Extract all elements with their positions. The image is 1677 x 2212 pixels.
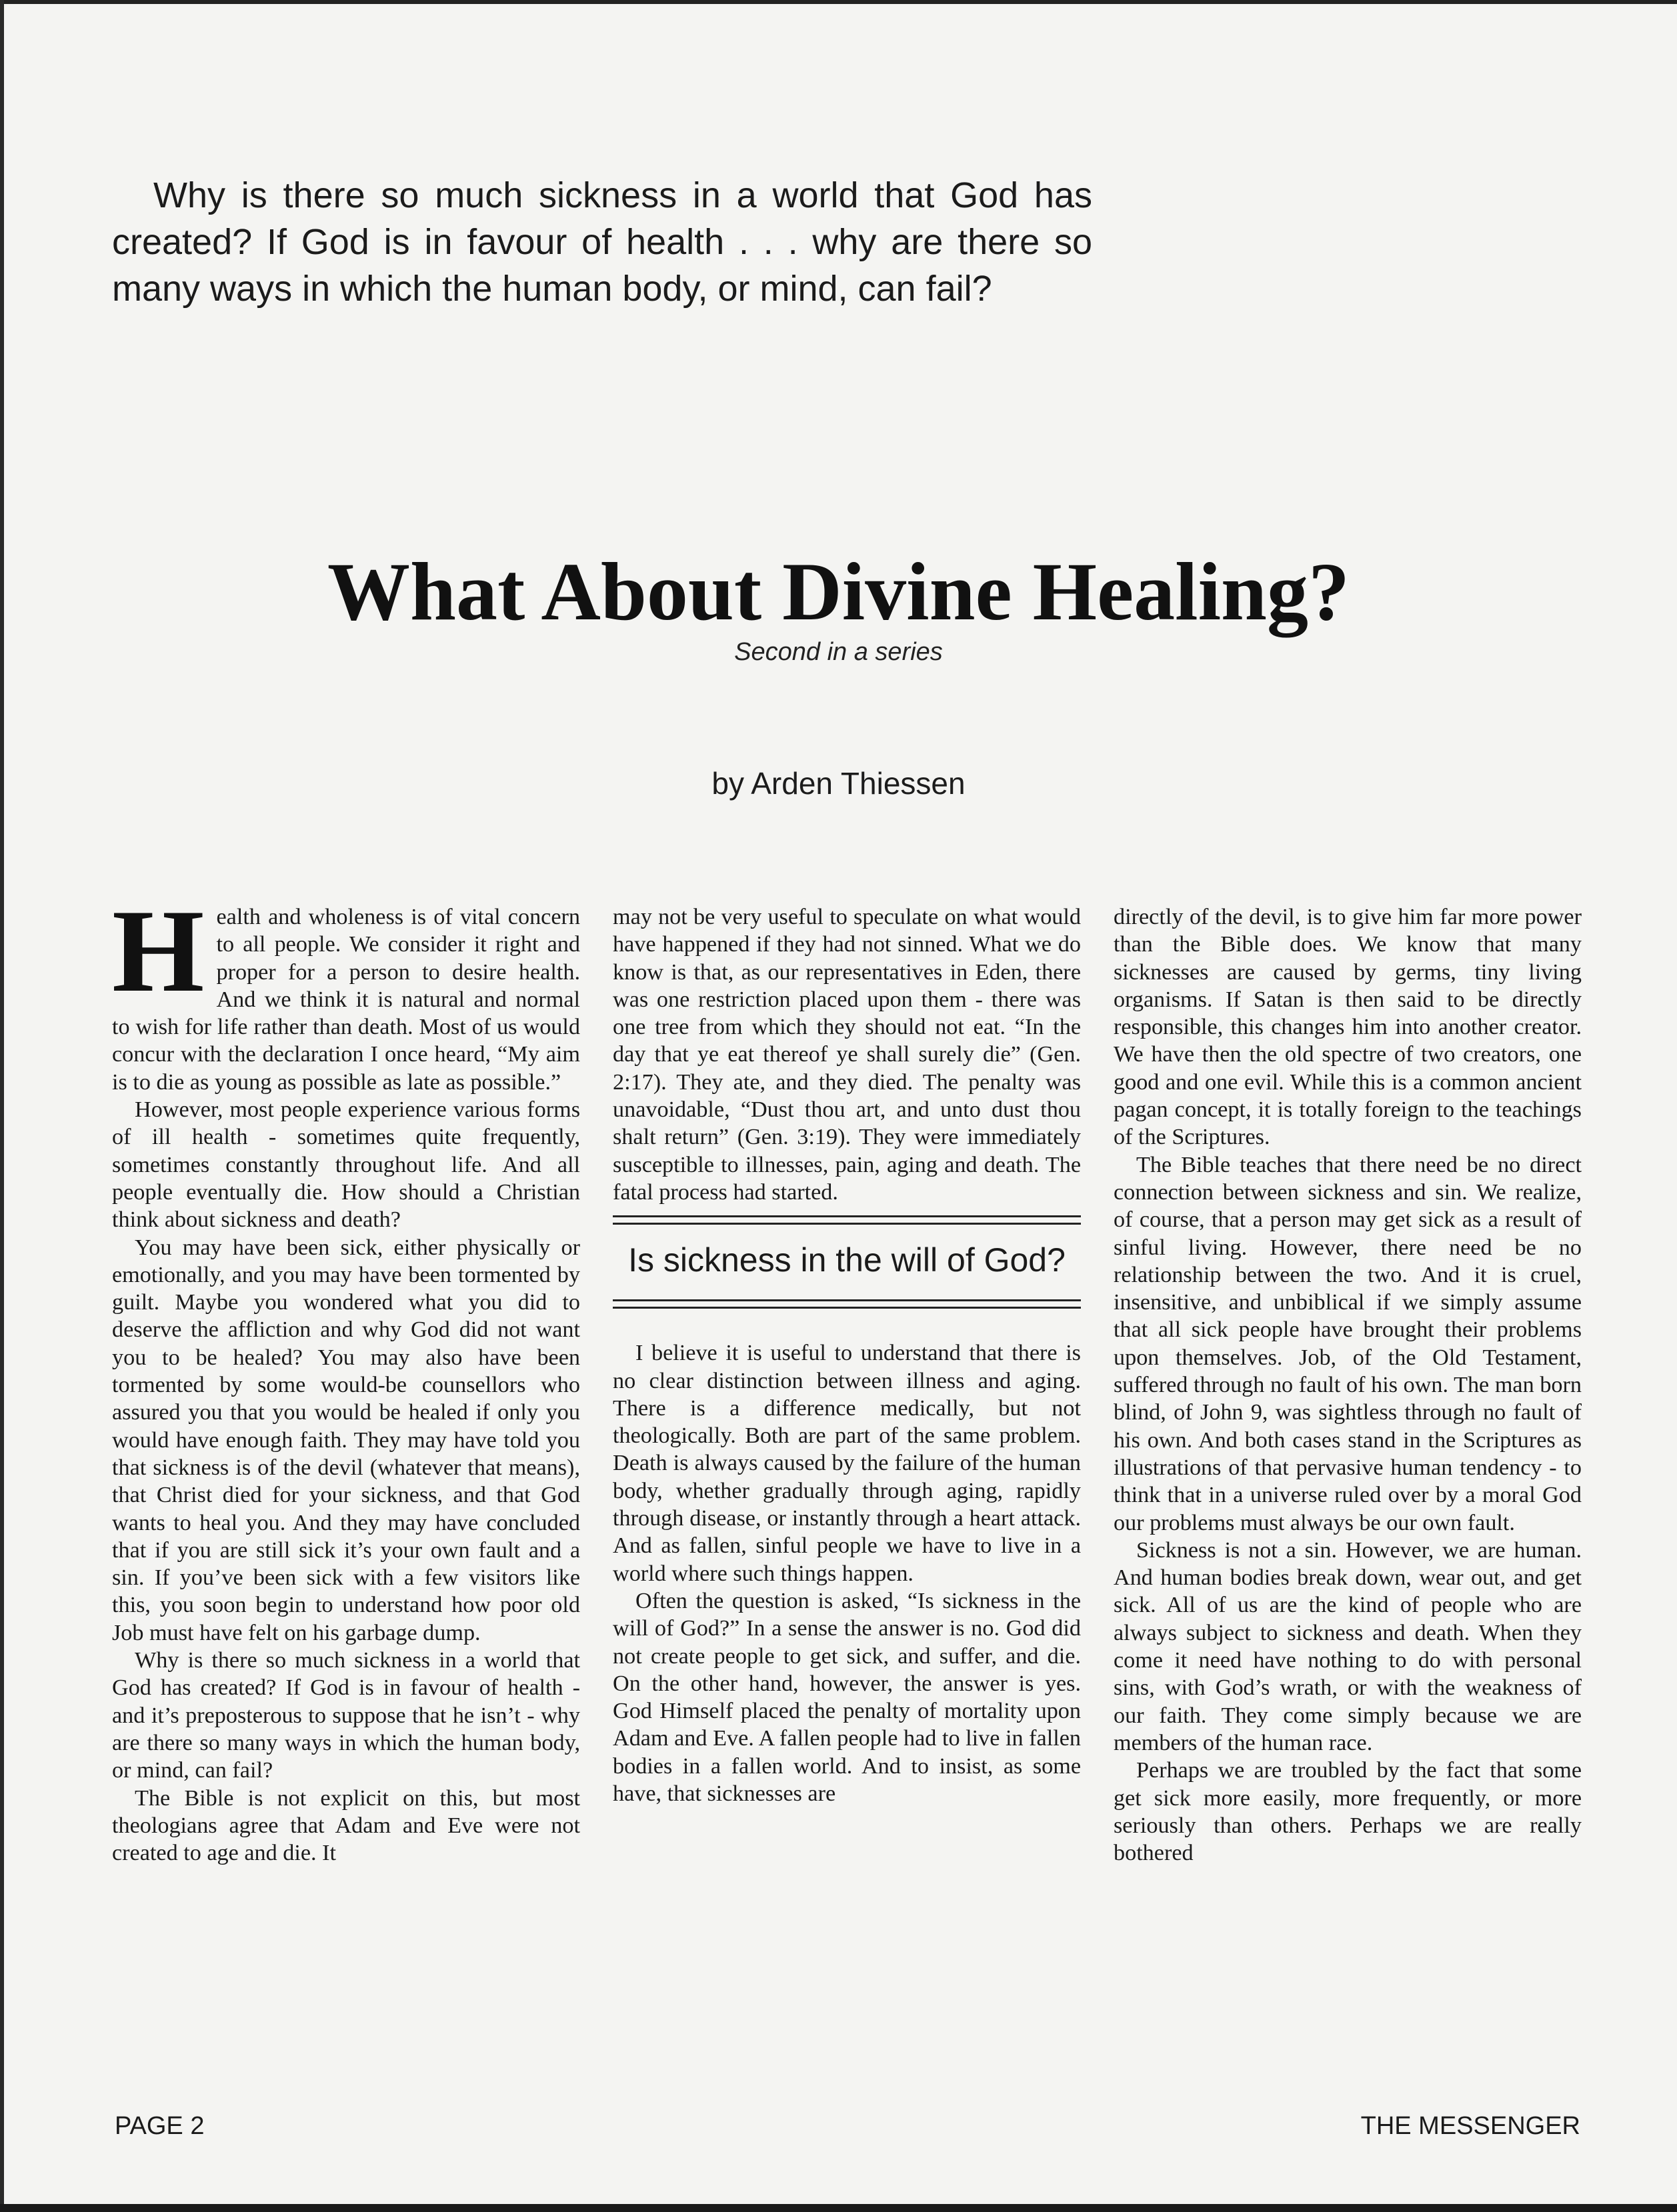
- byline: by Arden Thiessen: [711, 766, 966, 801]
- paragraph: Sickness is not a sin. However, we are human. And human bodies break down, wear out, and get sick. All of us are the kind of people who are always subject to sickness and death. When they come it need have nothing to do with personal sins, with God’s wrath, or with the weakness of our faith. They come simply because we are members of the human race.: [1114, 1537, 1582, 1755]
- subhead-block: [613, 1215, 1081, 1309]
- article-column-1: [112, 885, 580, 1867]
- paragraph: You may have been sick, either physically or emotionally, and you may have been tormented by guilt. Maybe you wondered what you did to deserve the affliction and why God did not want you to be healed? You may also have been tormented by some would-be counsellors who assured you that you would be healed if only you would have enough faith. They may have told you that sickness is of the devil (whatever that means), that Christ died for your sickness, and that God wants to heal you. And they may have concluded that if you are still sick it’s your own fault and a sin. If you’ve been sick with a few visitors like this, you soon begin to understand how poor old Job must have felt on his garbage dump.: [112, 1235, 580, 1645]
- article-subtitle: Second in a series: [734, 638, 943, 666]
- scan-top-edge: [0, 0, 1677, 4]
- section-subhead: Is sickness in the will of God?: [628, 1241, 1066, 1279]
- scan-left-edge: [0, 0, 4, 2212]
- page-number: PAGE 2: [115, 2112, 205, 2140]
- paragraph: The Bible teaches that there need be no direct connection between sickness and sin. We realize, of course, that a person may get sick as a result of sinful living. However, there need be no relationship between the two. And it is cruel, insensitive, and unbiblical if we simply assume that all sick people have brought their problems upon themselves. Job, of the Old Testament, suffered through no fault of his own. The man born blind, of John 9, was sightless through no fault of his own. And both cases stand in the Scriptures as illustrations of that pervasive human tendency - to think that in a universe ruled over by a moral God our problems must always be our own fault.: [1114, 1152, 1582, 1535]
- article-column-2: [613, 903, 1081, 1807]
- pull-quote: Why is there so much sickness in a world that God has created? If God is in favour of health . . . why are there so many ways in which the human body, or mind, can fail?: [112, 175, 1092, 309]
- scan-bottom-edge: [0, 2204, 1677, 2212]
- paragraph: may not be very useful to speculate on what would have happened if they had not sinned. What we do know is that, as our representatives in Eden, there was one restriction placed upon them - there was one tree from which they should not eat. “In the day that ye eat thereof ye shall surely die” (Gen. 2:17). They ate, and they died. The penalty was unavoidable, “Dust thou art, and unto dust thou shalt return” (Gen. 3:19). They were immediately susceptible to illnesses, pain, aging and death. The fatal process had started.: [613, 905, 1081, 1205]
- paragraph: The Bible is not explicit on this, but most theologians agree that Adam and Eve were not created to age and die. It: [112, 1785, 580, 1866]
- article-title: What About Divine Healing?: [327, 546, 1350, 637]
- paragraph: I believe it is useful to understand that there is no clear distinction between illness and aging. There is a difference medically, but not theologically. Both are part of the same problem. Death is always caused by the failure of the human body, whether gradually through aging, rapidly through disease, or instantly through a heart attack. And as fallen, sinful people we have to live in a world where such things happen.: [613, 1341, 1081, 1586]
- paragraph: Perhaps we are troubled by the fact that some get sick more easily, more frequently, or more seriously than others. Perhaps we are really bothered: [1114, 1758, 1582, 1866]
- article-column-3: [1114, 903, 1582, 1867]
- publication-name: THE MESSENGER: [1360, 2112, 1580, 2140]
- paragraph: directly of the devil, is to give him far more power than the Bible does. We know that many sicknesses are caused by germs, tiny living organisms. If Satan is then said to be directly responsible, this changes him into another creator. We have then the old spectre of two creators, one good and one evil. While this is a common ancient pagan concept, it is totally foreign to the teachings of the Scriptures.: [1114, 905, 1582, 1150]
- double-rule-top: [613, 1215, 1081, 1225]
- paragraph: Health and wholeness is of vital concern to all people. We consider it right and proper for a person to desire health. And we think it is natural and normal to wish for life rather than death. Most of us would concur with the declaration I once heard, “My aim is to die as young as possible as late as possible.”: [112, 885, 580, 1095]
- paragraph: Why is there so much sickness in a world that God has created? If God is in favour of health - and it’s preposterous to suppose that he isn’t - why are there so many ways in which the human body, or mind, can fail?: [112, 1648, 580, 1783]
- drop-cap: H: [112, 885, 205, 1017]
- double-rule-bottom: [613, 1299, 1081, 1309]
- paragraph: However, most people experience various forms of ill health - sometimes quite frequently, sometimes constantly throughout life. And all people eventually die. How should a Christian think about sickness and death?: [112, 1097, 580, 1233]
- paragraph: Often the question is asked, “Is sickness in the will of God?” In a sense the answer is no. God did not create people to get sick, and suffer, and die. On the other hand, however, the answer is yes. God Himself placed the penalty of mortality upon Adam and Eve. A fallen people had to live in fallen bodies in a fallen world. And to insist, as some have, that sicknesses are: [613, 1588, 1081, 1807]
